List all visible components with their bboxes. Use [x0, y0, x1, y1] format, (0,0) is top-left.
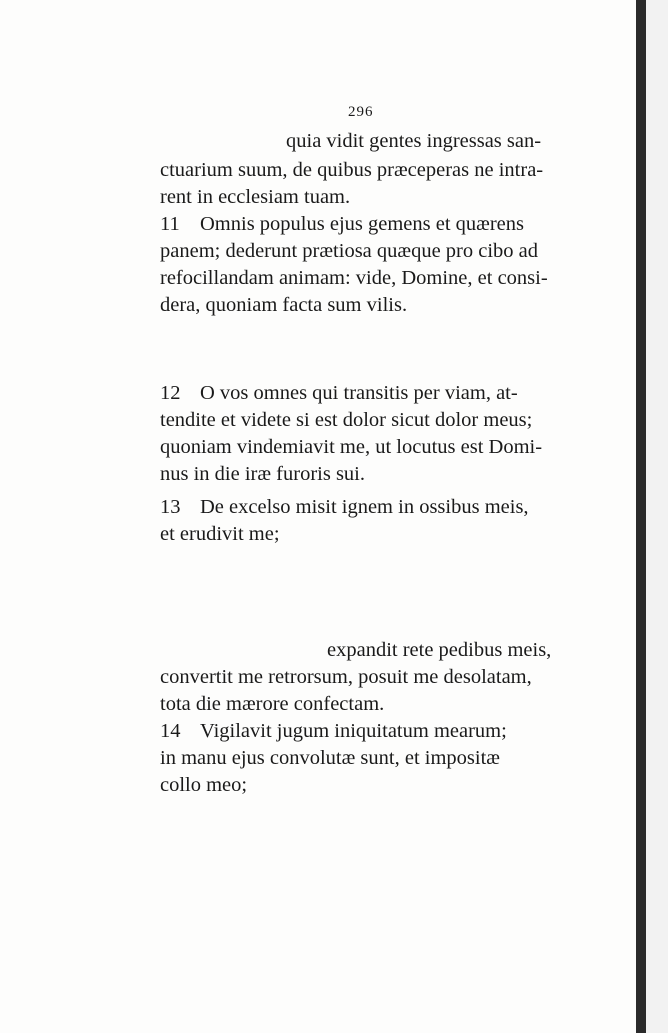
text-line: rent in ecclesiam tuam. — [160, 186, 351, 208]
text-line: tota die mærore confectam. — [160, 693, 385, 715]
text-line: nus in die iræ furoris sui. — [160, 463, 365, 485]
text-line: expandit rete pedibus meis, — [327, 639, 552, 661]
text-line: Vigilavit jugum iniquitatum mearum; — [200, 720, 507, 742]
text-line: dera, quoniam facta sum vilis. — [160, 294, 408, 316]
text-line: O vos omnes qui transitis per viam, at- — [200, 382, 518, 404]
text-line: ctuarium suum, de quibus præceperas ne intra- — [160, 159, 544, 181]
verse-number: 13 — [160, 496, 181, 518]
verse-number: 12 — [160, 382, 181, 404]
verse-number: 14 — [160, 720, 181, 742]
text-line: convertit me retrorsum, posuit me desolatam, — [160, 666, 532, 688]
verse-number: 11 — [160, 213, 180, 235]
page-number: 296 — [348, 104, 374, 120]
text-line: Omnis populus ejus gemens et quærens — [200, 213, 524, 235]
text-line: in manu ejus convolutæ sunt, et impositæ — [160, 747, 500, 769]
text-line: De excelso misit ignem in ossibus meis, — [200, 496, 529, 518]
book-edge-shadow — [636, 0, 646, 1033]
text-line: refocillandam animam: vide, Domine, et consi- — [160, 267, 548, 289]
book-edge-margin — [646, 0, 668, 1033]
text-line: collo meo; — [160, 774, 248, 796]
text-line: panem; dederunt prætiosa quæque pro cibo ad — [160, 240, 539, 262]
text-line: quia vidit gentes ingressas san- — [286, 130, 542, 152]
text-line: et erudivit me; — [160, 523, 280, 545]
text-line: quoniam vindemiavit me, ut locutus est Domi- — [160, 436, 543, 458]
text-line: tendite et videte si est dolor sicut dolor meus; — [160, 409, 533, 431]
